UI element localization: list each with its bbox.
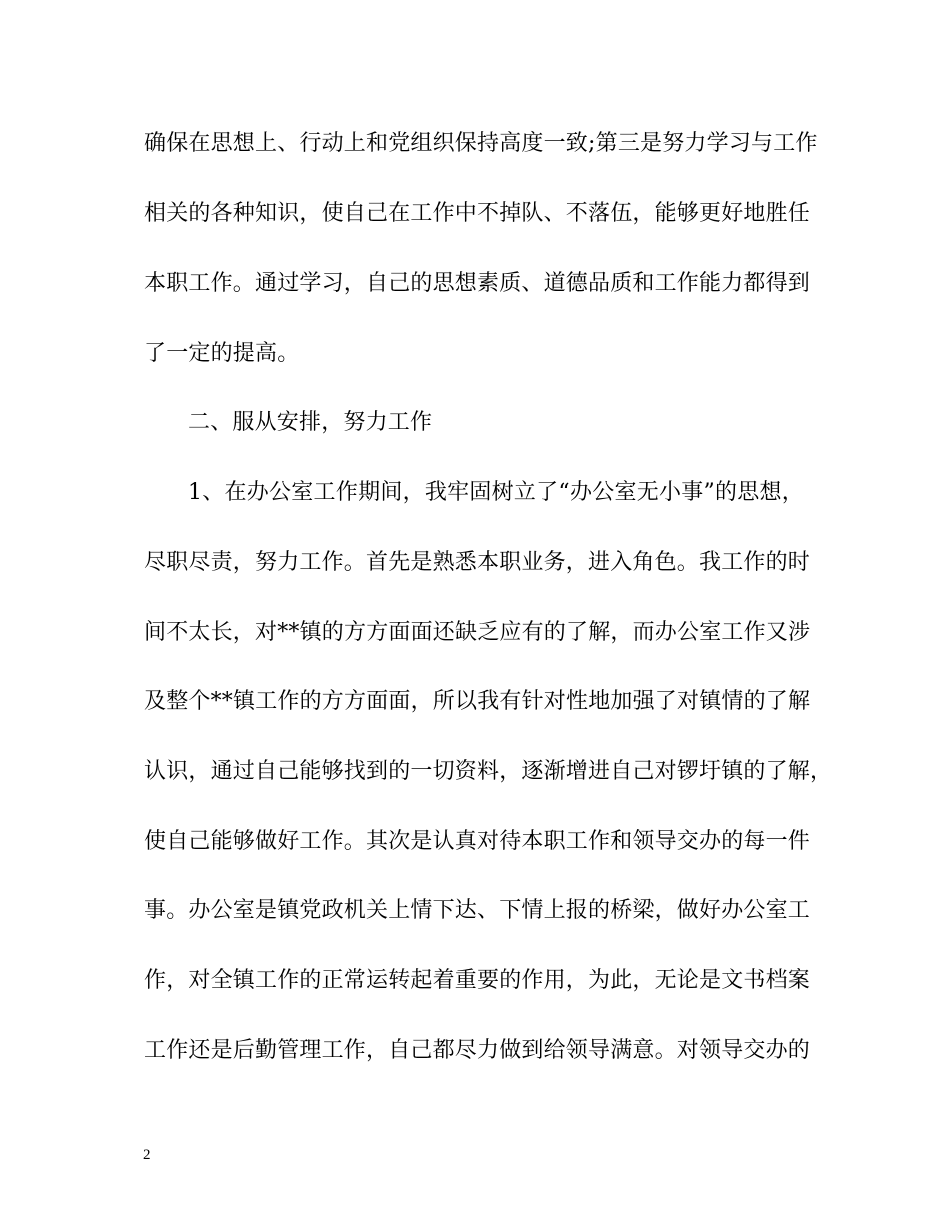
body-line-9: 及整个**镇工作的方方面面，所以我有针对性地加强了对镇情的了解 — [144, 689, 811, 714]
body-line-8: 间不太长，对**镇的方方面面还缺乏应有的了解，而办公室工作又涉 — [144, 620, 811, 645]
body-line-12: 事。办公室是镇党政机关上情下达、下情上报的桥梁，做好办公室工 — [144, 898, 811, 923]
body-line-2: 相关的各种知识，使自己在工作中不掉队、不落伍，能够更好地胜任 — [144, 201, 811, 226]
body-line-10: 认识，通过自己能够找到的一切资料，逐渐增进自己对锣圩镇的了解， — [144, 759, 833, 784]
body-line-1: 确保在思想上、行动上和党组织保持高度一致;第三是努力学习与工作 — [144, 131, 818, 156]
body-line-6: 1、在办公室工作期间，我牢固树立了“办公室无小事”的思想， — [188, 480, 804, 505]
body-line-14: 工作还是后勤管理工作，自己都尽力做到给领导满意。对领导交办的 — [144, 1038, 811, 1063]
section-heading: 二、服从安排，努力工作 — [188, 410, 433, 435]
body-line-7: 尽职尽责，努力工作。首先是熟悉本职业务，进入角色。我工作的时 — [144, 550, 811, 575]
body-line-13: 作，对全镇工作的正常运转起着重要的作用，为此，无论是文书档案 — [144, 968, 811, 993]
body-line-11: 使自己能够做好工作。其次是认真对待本职工作和领导交办的每一件 — [144, 829, 811, 854]
body-line-3: 本职工作。通过学习，自己的思想素质、道德品质和工作能力都得到 — [144, 271, 811, 296]
page-number: 2 — [143, 1147, 151, 1163]
body-line-4: 了一定的提高。 — [144, 341, 300, 366]
